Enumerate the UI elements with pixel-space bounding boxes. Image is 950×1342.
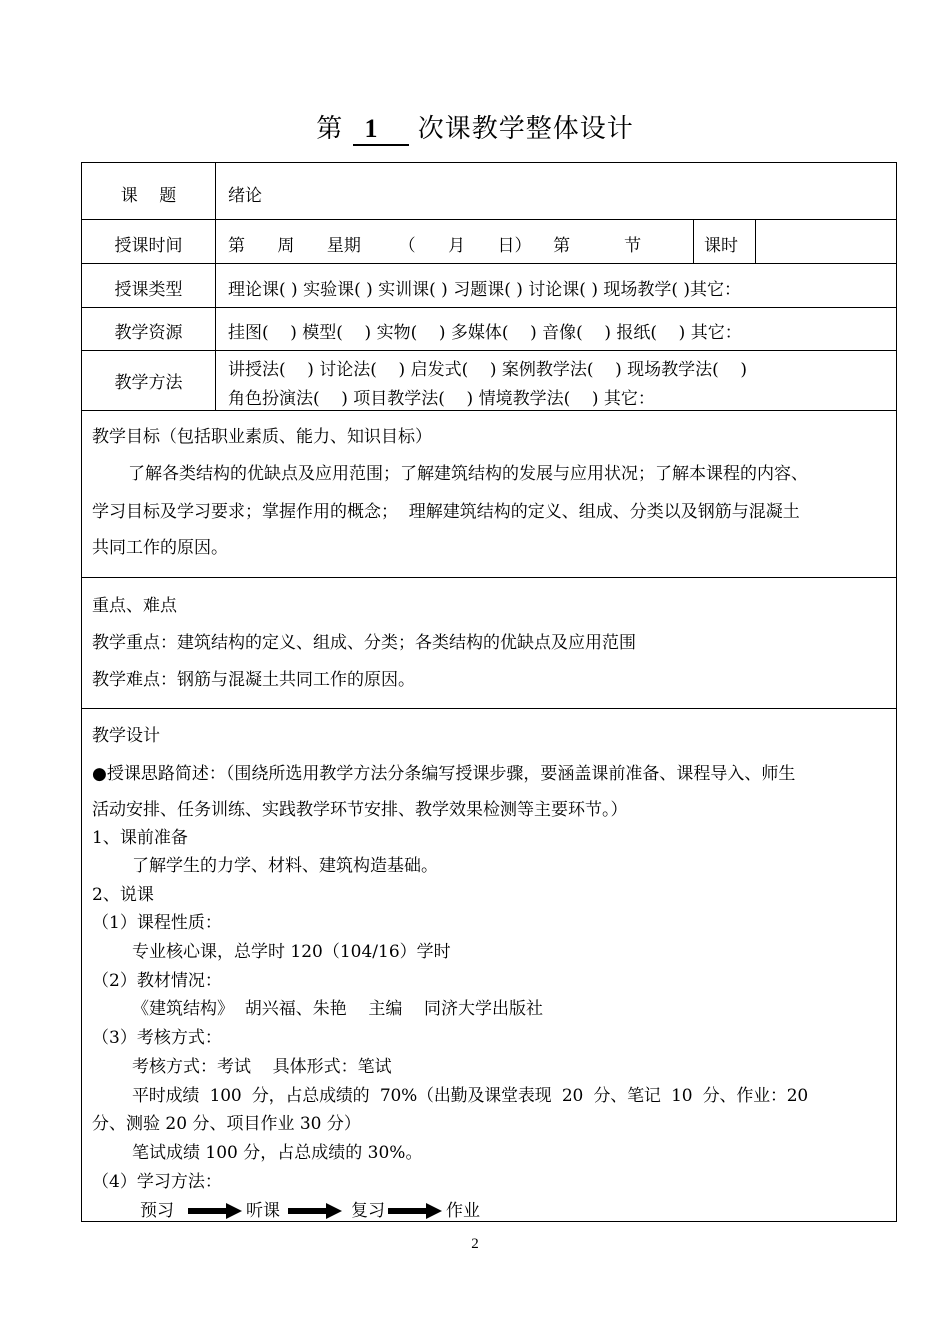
page-title xyxy=(0,108,950,146)
section-heading: 1、课前准备 xyxy=(92,828,188,848)
methods-label: 教学方法 xyxy=(114,373,183,393)
objectives-heading: 教学目标（包括职业素质、能力、知识目标） xyxy=(92,427,432,447)
right-arrow-icon xyxy=(388,1203,442,1219)
sub-heading: （4）学习方法： xyxy=(92,1172,222,1192)
column-divider xyxy=(693,219,694,263)
topic-label: 课 题 xyxy=(120,186,177,206)
row-divider xyxy=(82,263,896,264)
sub-body: 《建筑结构》 胡兴福、朱艳 主编 同济大学出版社 xyxy=(132,999,544,1019)
sub-heading: （3）考核方式： xyxy=(92,1028,222,1048)
keypoints-heading: 重点、难点 xyxy=(92,596,177,616)
methods-line-1: 讲授法( ) 讨论法( ) 启发式( ) 案例教学法( ) 现场教学法( ) xyxy=(228,360,748,380)
design-intro: ●授课思路简述：（围绕所选用教学方法分条编写授课步骤，要涵盖课前准备、课程导入、师生 xyxy=(92,764,796,784)
methods-line-2: 角色扮演法( ) 项目教学法( ) 情境教学法( ) 其它： xyxy=(228,389,655,409)
type-value: 理论课( ) 实验课( ) 实训课( ) 习题课( ) 讨论课( ) 现场教学( )其它： xyxy=(228,280,742,300)
sub-body: 专业核心课，总学时 120（104/16）学时 xyxy=(132,942,451,962)
row-divider xyxy=(82,708,896,709)
sub-heading: （1）课程性质： xyxy=(92,913,222,933)
design-heading: 教学设计 xyxy=(92,726,160,746)
teaching-focus: 教学重点：建筑结构的定义、组成、分类；各类结构的优缺点及应用范围 xyxy=(92,633,636,653)
row-divider xyxy=(82,219,896,220)
resources-label: 教学资源 xyxy=(114,323,183,343)
type-label: 授课类型 xyxy=(114,280,183,300)
objectives-line: 了解各类结构的优缺点及应用范围；了解建筑结构的发展与应用状况；了解本课程的内容、 xyxy=(128,464,808,484)
resources-value: 挂图( ) 模型( ) 实物( ) 多媒体( ) 音像( ) 报纸( ) 其它： xyxy=(228,323,742,343)
page-number: 2 xyxy=(471,1236,479,1252)
time-value: 第 周 星期 （ 月 日） 第 节 xyxy=(228,236,642,256)
right-arrow-icon xyxy=(188,1203,242,1219)
sub-body: 笔试成绩 100 分，占总成绩的 30%。 xyxy=(132,1143,423,1163)
flow-step: 预习 xyxy=(140,1201,174,1221)
title-suffix: 次课教学整体设计 xyxy=(417,114,634,144)
design-intro: 活动安排、任务训练、实践教学环节安排、教学效果检测等主要环节。） xyxy=(92,800,628,820)
lesson-design-table xyxy=(81,162,897,1222)
flow-step: 听课 xyxy=(246,1201,280,1221)
topic-value: 绪论 xyxy=(228,186,262,206)
teaching-difficulty: 教学难点：钢筋与混凝土共同工作的原因。 xyxy=(92,670,415,690)
row-divider xyxy=(82,577,896,578)
sub-body: 考核方式：考试 具体形式：笔试 xyxy=(132,1057,392,1077)
objectives-line: 共同工作的原因。 xyxy=(92,538,228,558)
column-divider xyxy=(215,163,216,410)
row-divider xyxy=(82,350,896,351)
sub-body: 平时成绩 100 分，占总成绩的 70%（出勤及课堂表现 20 分、笔记 10 分、作业：20 xyxy=(132,1086,808,1106)
flow-step: 复习 xyxy=(351,1201,385,1221)
column-divider xyxy=(755,219,756,263)
flow-step: 作业 xyxy=(446,1201,480,1221)
hours-label: 课时 xyxy=(704,236,738,256)
sub-heading: （2）教材情况： xyxy=(92,971,222,991)
title-prefix: 第 xyxy=(316,114,344,144)
right-arrow-icon xyxy=(288,1203,342,1219)
section-body: 了解学生的力学、材料、建筑构造基础。 xyxy=(132,856,438,876)
row-divider xyxy=(82,307,896,308)
sub-body: 分、测验 20 分、项目作业 30 分） xyxy=(92,1114,361,1134)
objectives-line: 学习目标及学习要求；掌握作用的概念； 理解建筑结构的定义、组成、分类以及钢筋与混凝土 xyxy=(92,502,800,522)
lesson-number: 1 xyxy=(353,114,409,146)
section-heading: 2、说课 xyxy=(92,885,154,905)
row-divider xyxy=(82,410,896,411)
time-label: 授课时间 xyxy=(114,236,183,256)
